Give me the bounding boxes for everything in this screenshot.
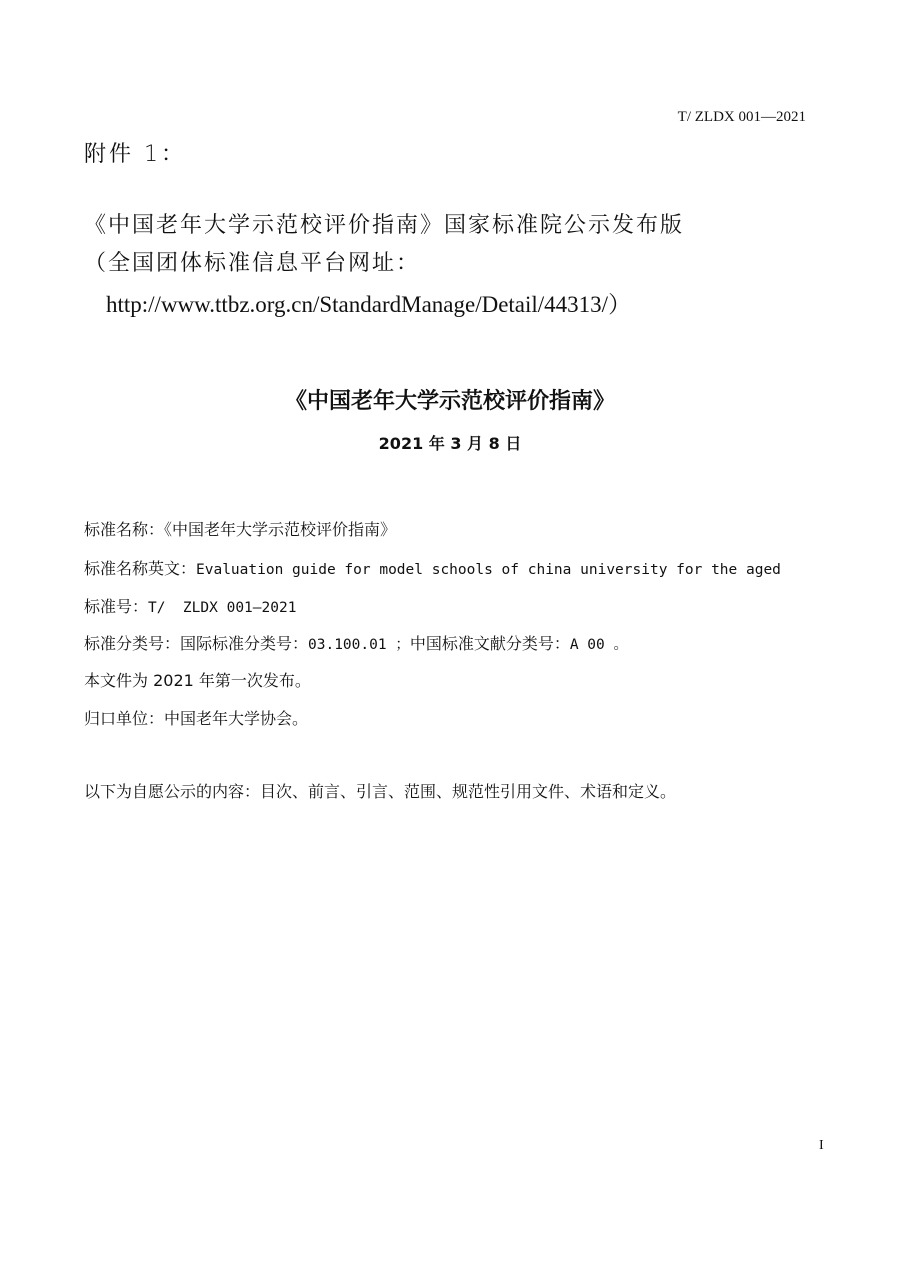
standard-english-value: Evaluation guide for model schools of china university for the aged bbox=[196, 562, 781, 578]
page-number: I bbox=[819, 1138, 824, 1153]
standard-number-row bbox=[84, 594, 296, 617]
ics-code: 03.100.01 ； bbox=[308, 637, 410, 653]
release-note: 本文件为 2021 年第一次发布。 bbox=[84, 671, 311, 690]
publication-platform: （全国团体标准信息平台网址： bbox=[84, 251, 421, 276]
standard-english-row bbox=[84, 556, 781, 579]
publication-title: 《中国老年大学示范校评价指南》国家标准院公示发布版 bbox=[84, 213, 685, 238]
document-date: 2021 年 3 月 8 日 bbox=[378, 434, 522, 453]
document-title: 《中国老年大学示范校评价指南》 bbox=[284, 389, 615, 414]
classification-label: 标准分类号：国际标准分类号： bbox=[84, 634, 309, 653]
publication-url: http://www.ttbz.org.cn/StandardManage/Detail/44313/） bbox=[106, 292, 632, 317]
standard-number-label: 标准号： bbox=[84, 597, 149, 616]
contents-note: 以下为自愿公示的内容：目次、前言、引言、范围、规范性引用文件、术语和定义。 bbox=[84, 782, 677, 801]
owner-unit: 归口单位：中国老年大学协会。 bbox=[84, 709, 309, 728]
standard-name-value: 《中国老年大学示范校评价指南》 bbox=[164, 520, 397, 539]
ccs-code: A 00 。 bbox=[569, 637, 628, 653]
standard-number-value: T/ ZLDX 001—2021 bbox=[148, 600, 297, 616]
standard-code-header: T/ ZLDX 001—2021 bbox=[677, 109, 806, 125]
standard-name-label: 标准名称： bbox=[84, 520, 165, 539]
standard-classification-row bbox=[84, 631, 628, 654]
standard-name-row bbox=[84, 517, 396, 540]
annex-label: 附件 1： bbox=[84, 142, 186, 167]
standard-english-label: 标准名称英文： bbox=[84, 559, 197, 578]
ccs-label: 中国标准文献分类号： bbox=[409, 634, 570, 653]
